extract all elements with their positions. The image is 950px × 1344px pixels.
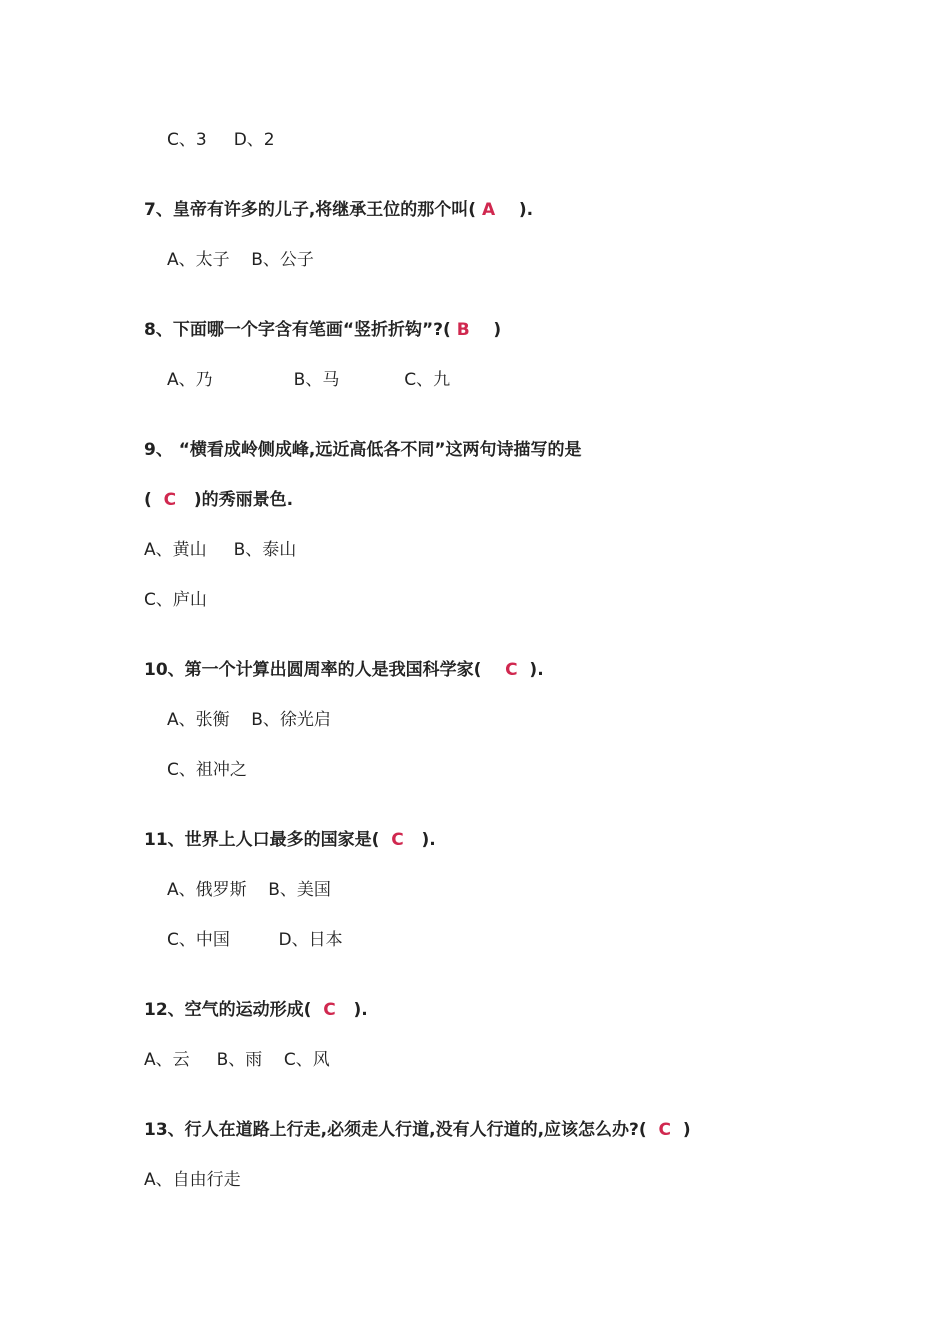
question-text: 8、下面哪一个字含有笔画“竖折折钩”?( (144, 320, 457, 340)
question-7 (144, 198, 533, 222)
question-8 (144, 318, 501, 342)
question-11 (144, 828, 436, 852)
question-13 (144, 1118, 691, 1142)
question-text: 12、空气的运动形成( (144, 1000, 324, 1020)
question-9-continued (144, 488, 293, 512)
option-line: A、云 B、雨 C、风 (144, 1050, 330, 1070)
question-text-tail: ) (670, 1120, 691, 1140)
option-line: A、张衡 B、徐光启 (167, 710, 331, 730)
question-text: 11、世界上人口最多的国家是( (144, 830, 392, 850)
question-text: ( (144, 490, 164, 510)
question-12 (144, 998, 368, 1022)
question-text: 10、第一个计算出圆周率的人是我国科学家( (144, 660, 506, 680)
question-text: 7、皇帝有许多的儿子,将继承王位的那个叫( (144, 200, 482, 220)
option-line: C、庐山 (144, 590, 207, 610)
answer-mark: C (391, 830, 404, 850)
option-line: A、自由行走 (144, 1170, 241, 1190)
question-text-tail: ) (469, 320, 502, 340)
answer-mark: C (658, 1120, 671, 1140)
question-9 (144, 438, 582, 462)
option-line: C、中国 D、日本 (167, 930, 343, 950)
option-line: A、太子 B、公子 (167, 250, 314, 270)
question-text: 9、 “横看成岭侧成峰,远近高低各不同”这两句诗描写的是 (144, 440, 582, 460)
question-text-tail: )的秀丽景色. (176, 490, 294, 510)
answer-mark: A (481, 200, 496, 220)
answer-mark: C (505, 660, 518, 680)
question-text-tail: ). (403, 830, 436, 850)
option-line: A、黄山 B、泰山 (144, 540, 297, 560)
question-text-tail: ). (335, 1000, 368, 1020)
answer-mark: B (456, 320, 470, 340)
question-text-tail: ). (517, 660, 544, 680)
option-line: A、俄罗斯 B、美国 (167, 880, 331, 900)
question-10 (144, 658, 544, 682)
option-line: A、乃 B、马 C、九 (167, 370, 451, 390)
question-text: 13、行人在道路上行走,必须走人行道,没有人行道的,应该怎么办?( (144, 1120, 659, 1140)
question-text-tail: ). (495, 200, 534, 220)
option-line: C、3 D、2 (167, 130, 275, 150)
answer-mark: C (323, 1000, 336, 1020)
option-line: C、祖冲之 (167, 760, 247, 780)
answer-mark: C (163, 490, 177, 510)
